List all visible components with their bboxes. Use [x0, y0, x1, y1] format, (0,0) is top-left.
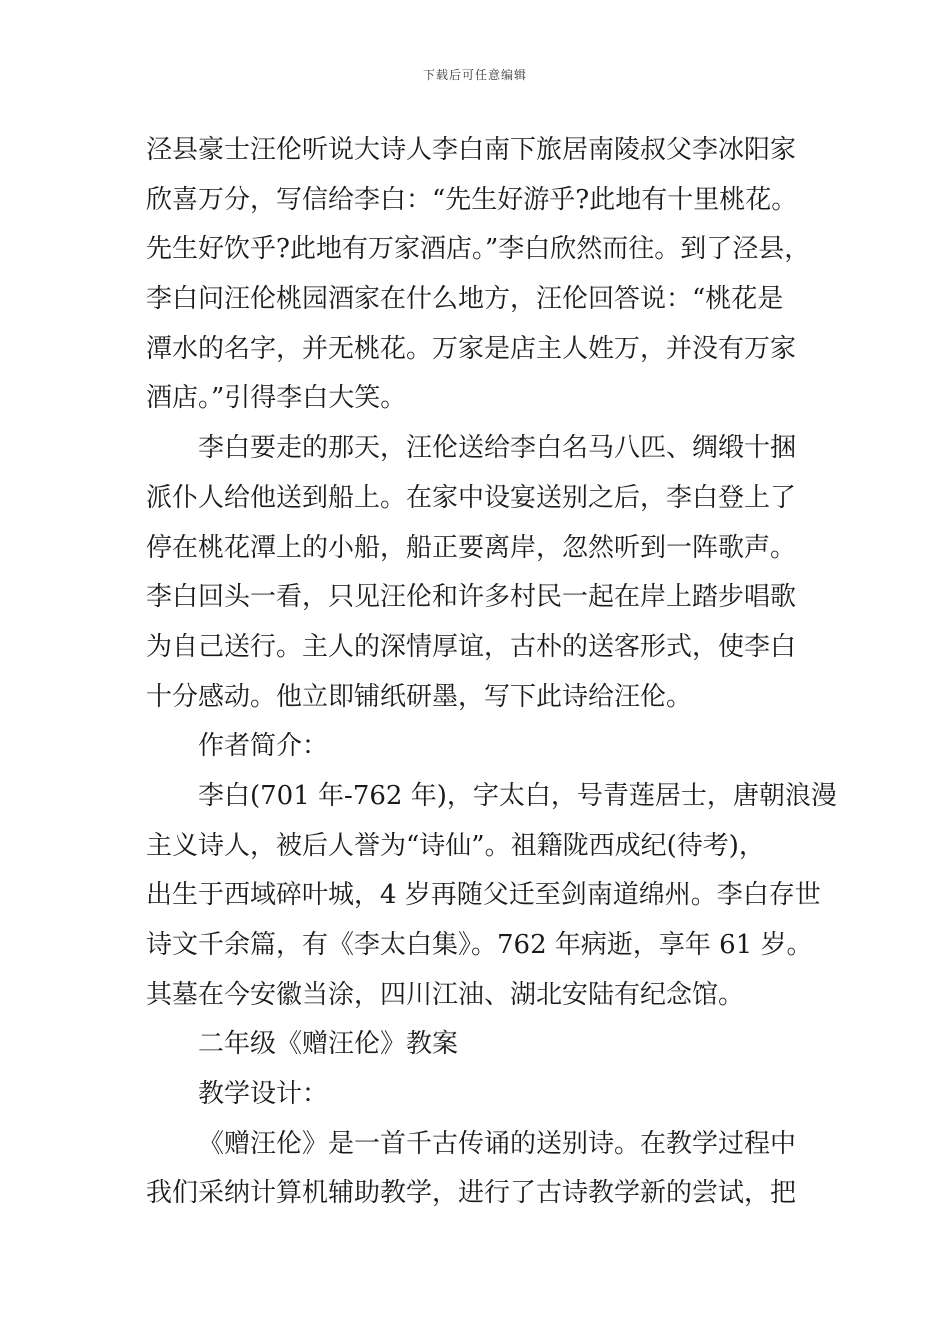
text-line: 主义诗人，被后人誉为“诗仙”。祖籍陇西成纪(待考)， — [146, 830, 765, 861]
text-line: 欣喜万分，写信给李白：“先生好游乎?此地有十里桃花。 — [146, 184, 798, 215]
text-line: 诗文千余篇，有《李太白集》。762 年病逝，享年 61 岁。 — [146, 930, 813, 960]
text-line: 李白问汪伦桃园酒家在什么地方，汪伦回答说：“桃花是 — [146, 284, 784, 315]
body-text — [146, 126, 837, 1219]
header-note: 下载后可任意编辑 — [422, 68, 527, 82]
text-line: 酒店。”引得李白大笑。 — [146, 383, 407, 414]
text-line: 泾县豪士汪伦听说大诗人李白南下旅居南陵叔父李冰阳家 — [146, 135, 797, 165]
text-line: 潭水的名字，并无桃花。万家是店主人姓万，并没有万家 — [146, 333, 797, 364]
section-heading-teaching-design: 教学设计： — [198, 1079, 329, 1110]
text-line: 出生于西域碎叶城，4 岁再随父迁至剑南道绵州。李白存世 — [146, 880, 821, 911]
paragraph-start-line: 李白要走的那天，汪伦送给李白名马八匹、绸缎十捆 — [198, 433, 797, 464]
text-line: 李白回头一看，只见汪伦和许多村民一起在岸上踏步唱歌 — [146, 582, 797, 613]
section-heading-author: 作者简介： — [198, 731, 329, 762]
paragraph-start-line: 李白(701 年-762 年)，字太白，号青莲居士，唐朝浪漫 — [198, 780, 837, 811]
text-line: 先生好饮乎?此地有万家酒店。”李白欣然而往。到了泾县， — [146, 234, 811, 265]
paragraph-start-line: 《赠汪伦》是一首千古传诵的送别诗。在教学过程中 — [198, 1128, 797, 1159]
text-line: 为自己送行。主人的深情厚谊，古朴的送客形式，使李白 — [146, 631, 797, 662]
text-line: 我们采纳计算机辅助教学，进行了古诗教学新的尝试，把 — [146, 1178, 797, 1209]
text-line: 十分感动。他立即铺纸研墨，写下此诗给汪伦。 — [146, 681, 693, 712]
text-line: 停在桃花潭上的小船，船正要离岸，忽然听到一阵歌声。 — [146, 532, 797, 563]
text-line: 派仆人给他送到船上。在家中设宴送别之后，李白登上了 — [146, 482, 797, 513]
text-line: 其墓在今安徽当涂，四川江油、湖北安陆有纪念馆。 — [146, 979, 745, 1010]
section-heading-lesson-plan: 二年级《赠汪伦》教案 — [198, 1029, 459, 1060]
